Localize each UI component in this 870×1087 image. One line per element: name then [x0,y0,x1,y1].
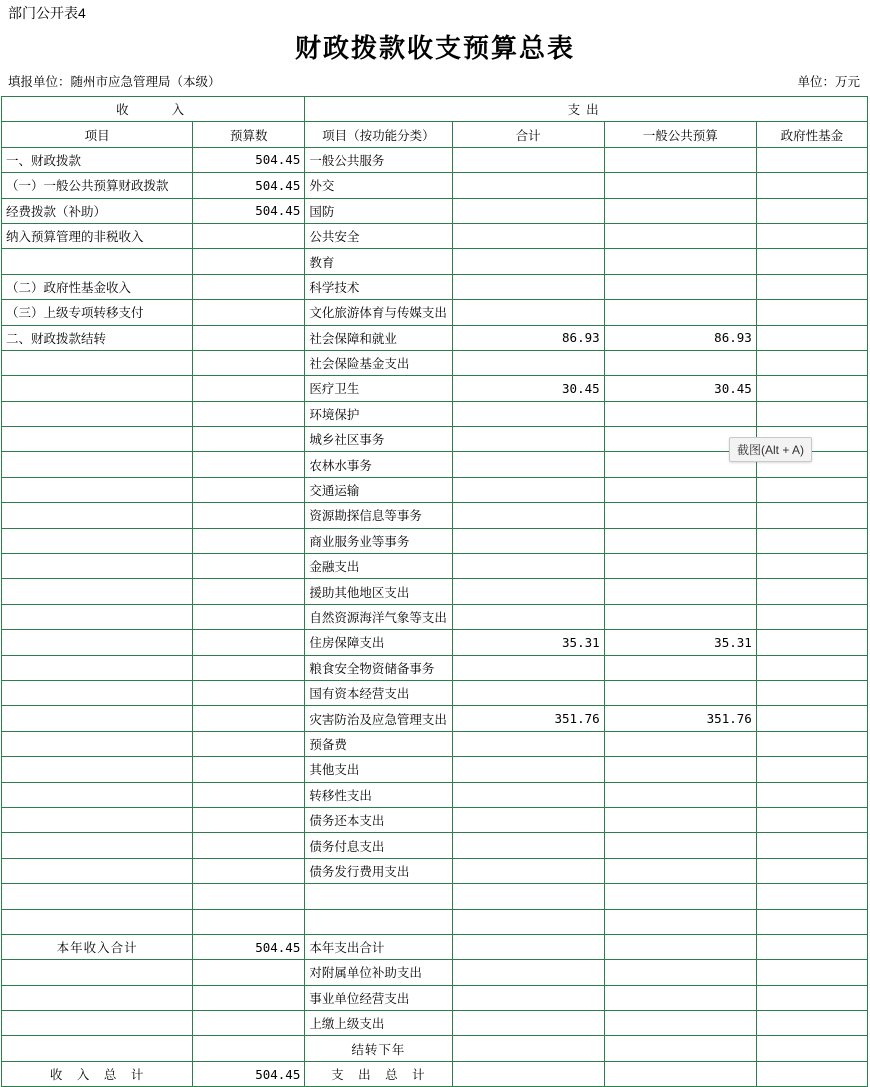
income-amount-cell [193,528,305,553]
income-amount-cell [193,350,305,375]
expense-fund-cell [756,350,867,375]
expense-gpb-cell: 351.76 [604,706,756,731]
expense-gpb-cell [604,249,756,274]
expense-fund-cell [756,985,867,1010]
expense-fund-cell [756,757,867,782]
expense-item-cell: 交通运输 [305,477,452,502]
expense-gpb-cell [604,934,756,959]
expense-total-cell [452,147,604,172]
expense-total-cell [452,757,604,782]
expense-total-cell [452,1061,604,1086]
expense-item-cell: 城乡社区事务 [305,427,452,452]
amount-unit-label: 单位：万元 [797,75,860,89]
income-amount-cell [193,655,305,680]
income-amount-cell [193,223,305,248]
income-amount-cell [193,300,305,325]
meta-row [0,72,870,90]
expense-total-cell [452,884,604,909]
table-row [2,909,868,934]
expense-total-cell [452,198,604,223]
expense-item-cell: 粮食安全物资储备事务 [305,655,452,680]
income-amount-cell [193,884,305,909]
income-item-cell [2,706,193,731]
header-income-item: 项目 [2,122,193,147]
expense-gpb-cell [604,198,756,223]
income-item-cell [2,579,193,604]
expense-total-cell [452,655,604,680]
expense-fund-cell [756,655,867,680]
expense-total-cell: 351.76 [452,706,604,731]
expense-total-cell: 30.45 [452,376,604,401]
income-amount-cell [193,376,305,401]
expense-gpb-cell [604,884,756,909]
table-row [2,274,868,299]
table-row [2,884,868,909]
header-expense-item: 项目（按功能分类） [305,122,452,147]
income-item-cell [2,401,193,426]
expense-item-cell: 医疗卫生 [305,376,452,401]
expense-fund-cell [756,554,867,579]
expense-gpb-cell [604,807,756,832]
header-income-group: 收 入 [2,97,305,122]
expense-total-cell [452,300,604,325]
expense-item-cell [305,884,452,909]
expense-item-cell: 上缴上级支出 [305,1011,452,1036]
expense-total-cell [452,579,604,604]
income-amount-cell [193,503,305,528]
table-row [2,401,868,426]
table-row [2,782,868,807]
expense-fund-cell [756,960,867,985]
expense-fund-cell [756,528,867,553]
expense-gpb-cell [604,731,756,756]
expense-fund-cell [756,807,867,832]
income-amount-cell [193,706,305,731]
table-body [2,147,868,1086]
table-row [2,757,868,782]
expense-gpb-cell [604,300,756,325]
expense-gpb-cell [604,604,756,629]
table-row [2,706,868,731]
screenshot-tooltip: 截图(Alt + A) [729,437,812,462]
expense-gpb-cell [604,173,756,198]
income-amount-cell [193,807,305,832]
table-row [2,1011,868,1036]
expense-fund-cell [756,579,867,604]
expense-fund-cell [756,1061,867,1086]
income-amount-cell: 504.45 [193,173,305,198]
expense-total-cell [452,249,604,274]
income-amount-cell [193,1036,305,1061]
income-amount-cell: 504.45 [193,1061,305,1086]
expense-total-cell: 35.31 [452,630,604,655]
table-row [2,300,868,325]
header-total: 合计 [452,122,604,147]
income-item-cell [2,528,193,553]
income-amount-cell [193,960,305,985]
expense-gpb-cell [604,1061,756,1086]
income-item-cell: 一、财政拨款 [2,147,193,172]
income-amount-cell [193,630,305,655]
expense-total-cell [452,477,604,502]
income-item-cell [2,807,193,832]
expense-fund-cell [756,731,867,756]
table-row [2,680,868,705]
income-amount-cell [193,452,305,477]
income-amount-cell: 504.45 [193,147,305,172]
expense-total-cell [452,274,604,299]
expense-gpb-cell [604,655,756,680]
table-row [2,1036,868,1061]
expense-gpb-cell: 35.31 [604,630,756,655]
income-amount-cell: 504.45 [193,198,305,223]
income-item-cell: （二）政府性基金收入 [2,274,193,299]
expense-item-cell: 一般公共服务 [305,147,452,172]
income-amount-cell [193,427,305,452]
expense-item-cell: 住房保障支出 [305,630,452,655]
income-item-cell [2,350,193,375]
expense-item-cell: 社会保险基金支出 [305,350,452,375]
expense-item-cell: 环境保护 [305,401,452,426]
expense-total-cell [452,807,604,832]
table-row [2,477,868,502]
income-item-cell [2,909,193,934]
expense-item-cell: 债务发行费用支出 [305,858,452,883]
income-amount-cell [193,909,305,934]
expense-item-cell: 其他支出 [305,757,452,782]
table-row [2,807,868,832]
expense-gpb-cell [604,579,756,604]
expense-fund-cell [756,503,867,528]
income-amount-cell [193,757,305,782]
income-amount-cell: 504.45 [193,934,305,959]
expense-total-cell [452,858,604,883]
income-amount-cell [193,249,305,274]
expense-gpb-cell [604,477,756,502]
income-item-cell [2,833,193,858]
income-amount-cell [193,554,305,579]
table-row [2,376,868,401]
income-item-cell: 本年收入合计 [2,934,193,959]
expense-gpb-cell [604,782,756,807]
income-item-cell [2,731,193,756]
expense-fund-cell [756,274,867,299]
income-item-cell: （一）一般公共预算财政拨款 [2,173,193,198]
expense-fund-cell [756,376,867,401]
header-general-public-budget: 一般公共预算 [604,122,756,147]
expense-gpb-cell [604,858,756,883]
income-item-cell [2,757,193,782]
table-row [2,1061,868,1086]
income-amount-cell [193,985,305,1010]
expense-item-cell: 债务付息支出 [305,833,452,858]
income-item-cell: 二、财政拨款结转 [2,325,193,350]
expense-gpb-cell [604,960,756,985]
expense-gpb-cell [604,350,756,375]
table-header-group-row [2,97,868,122]
expense-total-cell [452,731,604,756]
expense-item-cell: 转移性支出 [305,782,452,807]
expense-gpb-cell [604,401,756,426]
income-amount-cell [193,782,305,807]
expense-total-cell [452,833,604,858]
table-row [2,858,868,883]
expense-gpb-cell [604,1036,756,1061]
income-amount-cell [193,604,305,629]
income-item-cell [2,782,193,807]
income-amount-cell [193,1011,305,1036]
income-item-cell [2,985,193,1010]
table-row [2,630,868,655]
expense-item-cell: 债务还本支出 [305,807,452,832]
income-item-cell: 收 入 总 计 [2,1061,193,1086]
income-amount-cell [193,833,305,858]
expense-item-cell: 公共安全 [305,223,452,248]
expense-fund-cell [756,477,867,502]
expense-total-cell [452,1036,604,1061]
header-expense-group: 支出 [305,97,868,122]
income-amount-cell [193,680,305,705]
expense-total-cell: 86.93 [452,325,604,350]
expense-item-cell: 社会保障和就业 [305,325,452,350]
table-row [2,985,868,1010]
expense-gpb-cell [604,1011,756,1036]
table-row [2,554,868,579]
expense-fund-cell [756,325,867,350]
budget-table [1,96,868,1087]
expense-item-cell: 国防 [305,198,452,223]
expense-item-cell: 文化旅游体育与传媒支出 [305,300,452,325]
expense-gpb-cell: 86.93 [604,325,756,350]
income-item-cell [2,477,193,502]
expense-gpb-cell [604,680,756,705]
expense-item-cell: 自然资源海洋气象等支出 [305,604,452,629]
income-item-cell [2,503,193,528]
income-amount-cell [193,579,305,604]
table-row [2,173,868,198]
expense-fund-cell [756,173,867,198]
income-amount-cell [193,731,305,756]
income-item-cell [2,376,193,401]
table-row [2,731,868,756]
expense-fund-cell [756,833,867,858]
table-row [2,960,868,985]
expense-gpb-cell: 30.45 [604,376,756,401]
expense-item-cell: 金融支出 [305,554,452,579]
expense-item-cell: 结转下年 [305,1036,452,1061]
table-header [2,97,868,148]
expense-fund-cell [756,604,867,629]
expense-total-cell [452,401,604,426]
table-row [2,604,868,629]
expense-total-cell [452,1011,604,1036]
expense-gpb-cell [604,223,756,248]
income-item-cell [2,655,193,680]
income-item-cell [2,680,193,705]
expense-item-cell: 外交 [305,173,452,198]
expense-fund-cell [756,680,867,705]
expense-item-cell: 预备费 [305,731,452,756]
income-amount-cell [193,477,305,502]
table-row [2,147,868,172]
expense-fund-cell [756,858,867,883]
expense-item-cell: 国有资本经营支出 [305,680,452,705]
expense-fund-cell [756,147,867,172]
expense-total-cell [452,350,604,375]
expense-item-cell: 资源勘探信息等事务 [305,503,452,528]
header-gov-fund: 政府性基金 [756,122,867,147]
table-row [2,579,868,604]
expense-gpb-cell [604,833,756,858]
income-amount-cell [193,274,305,299]
expense-item-cell: 援助其他地区支出 [305,579,452,604]
expense-total-cell [452,909,604,934]
income-item-cell [2,858,193,883]
table-header-col-row [2,122,868,147]
income-item-cell [2,604,193,629]
expense-item-cell: 教育 [305,249,452,274]
income-amount-cell [193,858,305,883]
expense-gpb-cell [604,909,756,934]
expense-fund-cell [756,706,867,731]
expense-gpb-cell [604,757,756,782]
income-item-cell [2,554,193,579]
expense-gpb-cell [604,503,756,528]
expense-fund-cell [756,1011,867,1036]
expense-total-cell [452,554,604,579]
table-row [2,249,868,274]
income-item-cell [2,249,193,274]
expense-total-cell [452,985,604,1010]
expense-total-cell [452,680,604,705]
expense-gpb-cell [604,554,756,579]
reporting-unit-label: 填报单位：随州市应急管理局（本级） [8,75,221,89]
header-income-budget: 预算数 [193,122,305,147]
expense-total-cell [452,960,604,985]
table-row [2,198,868,223]
expense-gpb-cell [604,274,756,299]
table-row [2,350,868,375]
expense-fund-cell [756,884,867,909]
table-row [2,503,868,528]
income-amount-cell [193,325,305,350]
income-item-cell [2,1036,193,1061]
expense-fund-cell [756,909,867,934]
form-tag: 部门公开表4 [8,5,86,21]
expense-total-cell [452,528,604,553]
expense-fund-cell [756,223,867,248]
expense-gpb-cell [604,147,756,172]
expense-gpb-cell [604,528,756,553]
expense-item-cell: 事业单位经营支出 [305,985,452,1010]
expense-fund-cell [756,1036,867,1061]
expense-total-cell [452,604,604,629]
expense-fund-cell [756,782,867,807]
table-row [2,655,868,680]
expense-total-cell [452,934,604,959]
expense-total-cell [452,503,604,528]
page-title: 财政拨款收支预算总表 [294,34,575,64]
table-row [2,934,868,959]
expense-total-cell [452,427,604,452]
income-item-cell [2,630,193,655]
expense-fund-cell [756,934,867,959]
income-item-cell: （三）上级专项转移支付 [2,300,193,325]
expense-fund-cell [756,630,867,655]
income-item-cell [2,884,193,909]
expense-item-cell: 本年支出合计 [305,934,452,959]
expense-item-cell: 科学技术 [305,274,452,299]
income-item-cell [2,452,193,477]
expense-total-cell [452,173,604,198]
expense-total-cell [452,782,604,807]
expense-item-cell: 支 出 总 计 [305,1061,452,1086]
table-row [2,223,868,248]
expense-item-cell: 对附属单位补助支出 [305,960,452,985]
income-amount-cell [193,401,305,426]
expense-fund-cell [756,300,867,325]
expense-item-cell: 农林水事务 [305,452,452,477]
expense-total-cell [452,452,604,477]
expense-item-cell: 灾害防治及应急管理支出 [305,706,452,731]
expense-fund-cell [756,249,867,274]
table-row [2,528,868,553]
income-item-cell [2,1011,193,1036]
income-item-cell: 经费拨款（补助） [2,198,193,223]
expense-total-cell [452,223,604,248]
income-item-cell [2,960,193,985]
income-item-cell [2,427,193,452]
income-item-cell: 纳入预算管理的非税收入 [2,223,193,248]
expense-item-cell: 商业服务业等事务 [305,528,452,553]
table-row [2,325,868,350]
expense-gpb-cell [604,985,756,1010]
expense-fund-cell [756,401,867,426]
expense-item-cell [305,909,452,934]
expense-fund-cell [756,198,867,223]
table-row [2,833,868,858]
